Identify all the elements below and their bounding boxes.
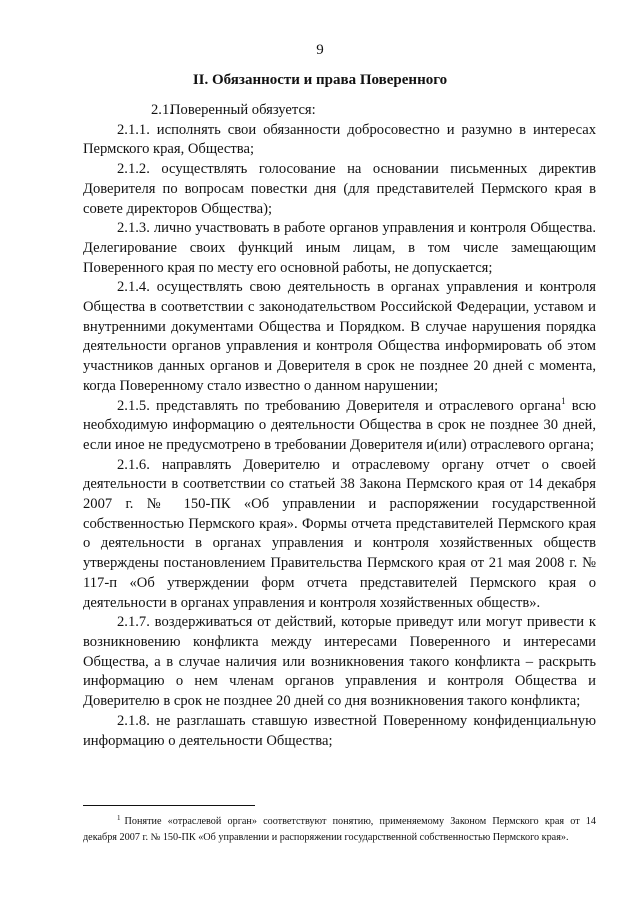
footnote-text: Понятие «отраслевой орган» соответствуют понятию, применяемому Законом Пермского края от 14 декабря 2007 г. № 150-ПК «Об управлении и распоряжении государственной собственностью Пермского края». — [83, 816, 596, 843]
footnote-divider — [83, 805, 255, 806]
paragraph-number: 2.1.2. — [117, 161, 150, 178]
paragraph-text: воздерживаться от действий, которые приведут или могут привести к возникновению конфликта между интересами Поверенного и интересами Общества, а в случае наличия или возникновения такого конфликта – раскрыть информацию о нем членам органов управления и контроля Общества и Доверителю в срок не позднее 20 дней со дня возникновения такого конфликта; — [83, 614, 596, 710]
paragraph-2-1-6 — [83, 456, 596, 614]
paragraph-text: представлять по требованию Доверителя и отраслевого органа — [156, 397, 562, 414]
paragraph-text: не разглашать ставшую известной Поверенному конфиденциальную информацию о деятельности Общества; — [83, 712, 596, 749]
paragraph-2-1-2 — [83, 160, 596, 219]
paragraph-number: 2.1.7. — [117, 614, 150, 631]
paragraph-text: осуществлять голосование на основании письменных директив Доверителя по вопросам повестки дня (для представителей Пермского края в совете директоров Общества); — [83, 161, 597, 217]
paragraph-number: 2.1.5. — [117, 397, 150, 414]
section-heading: II. Обязанности и права Поверенного — [192, 72, 448, 88]
paragraph-text: направлять Доверителю и отраслевому органу отчет о своей деятельности в соответствии со статьей 38 Закона Пермского края от 14 декабря 2007 г. № 150-ПК «Об управлении и распоряжении государственной собственностью Пермского края». Формы отчета представителей Пермского края о деятельности в органах управления и контроля хозяйственных обществ утверждены постановлением Правительства Пермского края от 21 мая 2008 г. № 117-п «Об утверждении форм отчета представителей Пермского края о деятельности в органах управления и контроля хозяйственных обществ». — [83, 456, 596, 611]
paragraph-number: 2.1.6. — [117, 456, 150, 473]
paragraph-2-1-8 — [83, 712, 596, 751]
paragraph-number: 2.1.3. — [117, 220, 150, 237]
paragraph-text: всю необходимую информацию о деятельности Общества в срок не позднее 30 дней, если иное не предусмотрено в требовании Доверителя и(или) отраслевого органа; — [83, 397, 596, 453]
paragraph-number: 2.1. — [151, 102, 173, 118]
paragraph-text: исполнять свои обязанности добросовестно и разумно в интересах Пермского края, Общества; — [83, 121, 596, 158]
paragraph-2-1-4 — [83, 278, 596, 396]
paragraph-number: 2.1.8. — [117, 712, 150, 729]
paragraph-text: осуществлять свою деятельность в органах управления и контроля Общества в соответствии с законодательством Российской Федерации, уставом и внутренними документами Общества и Порядком. В случае нарушения порядка деятельности органов управления и контроля Общества информировать об этом участников данных органов и Доверителя в срок не позднее 20 дней с момента, когда Поверенному стало известно о данном нарушении; — [83, 279, 596, 394]
footnote-reference: 1 — [561, 395, 566, 406]
paragraph-number: 2.1.1. — [117, 121, 150, 138]
document-body — [83, 101, 596, 751]
paragraph-text: лично участвовать в работе органов управления и контроля Общества. Делегирование своих функций иным лицам, в том числе замещающим Поверенного края по месту его основной работы, не допускается; — [83, 220, 596, 276]
page-number: 9 — [316, 42, 324, 58]
footnote — [83, 814, 596, 846]
footnote-marker: 1 — [117, 813, 121, 822]
paragraph-2-1 — [83, 101, 596, 121]
paragraph-2-1-3 — [83, 219, 596, 278]
paragraph-text: Поверенный обязуется: — [170, 102, 316, 118]
paragraph-number: 2.1.4. — [117, 279, 150, 296]
paragraph-2-1-7 — [83, 613, 596, 712]
paragraph-2-1-1 — [83, 121, 596, 160]
paragraph-2-1-5 — [83, 397, 596, 456]
